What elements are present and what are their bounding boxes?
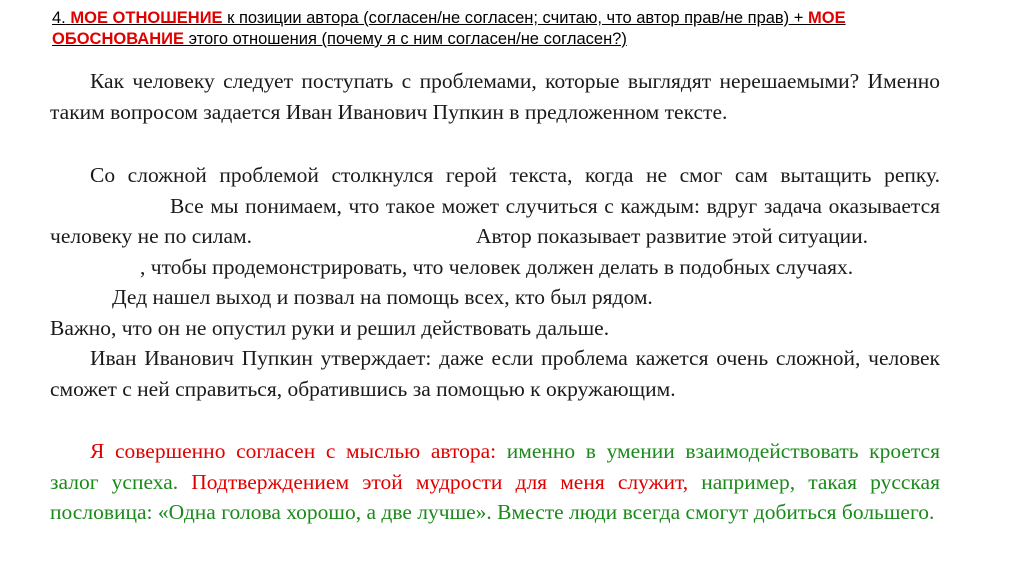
- example-sentence-3: Автор показывает развитие этой ситуации.: [476, 224, 869, 248]
- header-text-1: к позиции автора (согласен/не согласен; считаю, что автор прав/не прав) +: [222, 9, 808, 27]
- task-number: 4.: [52, 9, 66, 27]
- proof-intro: Подтверждением этой мудрости для меня служит,: [191, 469, 702, 494]
- paragraph-problem: Как человеку следует поступать с проблемами, которые выглядят нерешаемыми? Именно таким вопросом задается Иван Иванович Пупкин в предложенном тексте.: [50, 69, 940, 124]
- agreement-text: Я совершенно согласен с мыслью автора:: [90, 439, 507, 463]
- agreement-reason: именно в умении взаимодействовать кроется залог успеха.: [50, 439, 940, 494]
- my-attitude-label: МОЕ ОТНОШЕНИЕ: [70, 9, 223, 27]
- example-sentence-4: , чтобы продемонстрировать, что человек должен делать в подобных случаях.: [140, 254, 854, 279]
- header-text-2: этого отношения (почему я с ним согласен/не согласен?): [183, 30, 627, 48]
- paragraph-my-opinion: [50, 436, 940, 528]
- example-sentence-2: Все мы понимаем, что такое может случиться с каждым: вдруг задача оказывается человеку не по силам.: [50, 193, 940, 248]
- example-sentence-1: Со сложной проблемой столкнулся герой текста, когда не смог сам вытащить репку.: [90, 163, 940, 187]
- task-header: [52, 8, 952, 50]
- proverb-argument: например, такая русская пословица: «Одна голова хорошо, а две лучше». Вместе люди всегда смогут добиться большего.: [50, 469, 940, 524]
- paragraph-importance: Важно, что он не опустил руки и решил действовать дальше.: [50, 316, 610, 340]
- example-sentence-5: Дед нашел выход и позвал на помощь всех, кто был рядом.: [112, 285, 653, 309]
- my-reasoning-label: МОЕ ОБОСНОВАНИЕ: [52, 9, 846, 48]
- paragraph-author-position: Иван Иванович Пупкин утверждает: даже если проблема кажется очень сложной, человек сможет с ней справиться, обратившись за помощью к окружающим.: [50, 346, 940, 401]
